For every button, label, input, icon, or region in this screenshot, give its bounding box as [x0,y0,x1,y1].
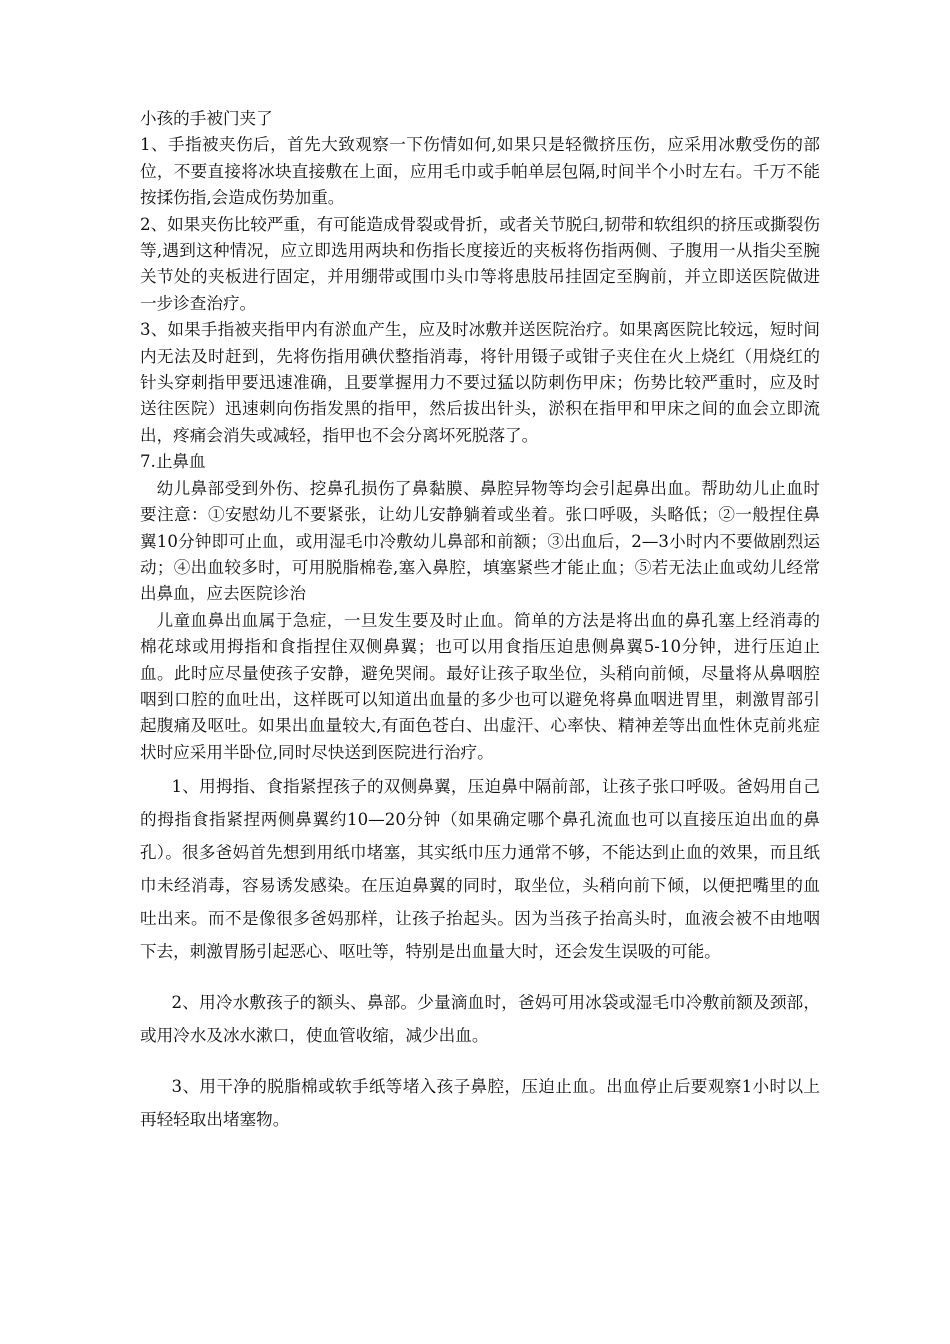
nosebleed-step-1: 1、用拇指、食指紧捏孩子的双侧鼻翼，压迫鼻中隔前部，让孩子张口呼吸。爸妈用自己的拇指食指紧捏两侧鼻翼约10—20分钟（如果确定哪个鼻孔流血也可以直接压迫出血的鼻孔）。很多爸妈首先想到用纸巾堵塞，其实纸巾压力通常不够，不能达到止血的效果，而且纸巾未经消毒，容易诱发感染。在压迫鼻翼的同时，取坐位，头稍向前下倾，以便把嘴里的血吐出来。而不是像很多爸妈那样，让孩子抬起头。因为当孩子抬高头时，血液会被不由地咽下去，刺激胃肠引起恶心、呕吐等，特别是出血量大时，还会发生误吸的可能。 [140,777,820,962]
nosebleed-steps-section [140,770,820,1136]
nosebleed-intro-1: 幼儿鼻部受到外伤、挖鼻孔损伤了鼻黏膜、鼻腔异物等均会引起鼻出血。帮助幼儿止血时要注意：①安慰幼儿不要紧张，让幼儿安静躺着或坐着。张口呼吸，头略低；②一般捏住鼻翼10分钟即可止血，或用湿毛巾冷敷幼儿鼻部和前额；③出血后，2—3小时内不要做剧烈运动；④出血较多时，可用脱脂棉卷,塞入鼻腔，填塞紧些才能止血；⑤若无法止血或幼儿经常出鼻血，应去医院诊治 [140,478,820,604]
nosebleed-step-3: 3、用干净的脱脂棉或软手纸等堵入孩子鼻腔，压迫止血。出血停止后要观察1小时以上再轻轻取出堵塞物。 [140,1077,820,1130]
finger-paragraph-3: 3、如果手指被夹指甲内有淤血产生，应及时冰敷并送医院治疗。如果离医院比较远，短时间内无法及时赶到，先将伤指用碘伏整指消毒，将针用镊子或钳子夹住在火上烧红（用烧红的针头穿刺指甲要迅速准确，且要掌握用力不要过猛以防刺伤甲床；伤势比较严重时，应及时送往医院）迅速刺向伤指发黑的指甲，然后拔出针头，淤积在指甲和甲床之间的血会立即流出，疼痛会消失或减轻，指甲也不会分离坏死脱落了。 [140,320,820,445]
finger-paragraph-1: 1、手指被夹伤后，首先大致观察一下伤情如何,如果只是轻微挤压伤，应采用冰敷受伤的部位，不要直接将冰块直接敷在上面，应用毛巾或手帕单层包隔,时间半个小时左右。千万不能按揉伤指,会造成伤势加重。 [140,135,820,208]
document-title: 小孩的手被门夹了 [140,109,273,128]
document-page [140,106,820,1136]
nosebleed-intro-2: 儿童血鼻出血属于急症，一旦发生要及时止血。简单的方法是将出血的鼻孔塞上经消毒的棉花球或用拇指和食指捏住双侧鼻翼；也可以用食指压迫患侧鼻翼5-10分钟，进行压迫止血。此时应尽量使孩子安静，避免哭闹。最好让孩子取坐位，头稍向前倾，尽量将从鼻咽腔咽到口腔的血吐出，这样既可以知道出血量的多少也可以避免将鼻血咽进胃里，刺激胃部引起腹痛及呕吐。如果出血量较大,有面色苍白、出虚汗、心率快、精神差等出血性休克前兆症状时应采用半卧位,同时尽快送到医院进行治疗。 [140,610,820,762]
finger-paragraph-2: 2、如果夹伤比较严重，有可能造成骨裂或骨折，或者关节脱臼,韧带和软组织的挤压或撕裂伤等,遇到这种情况，应立即选用两块和伤指长度接近的夹板将伤指两侧、子腹用一从指尖至腕关节处的夹板进行固定，并用绷带或围巾头巾等将患肢吊挂固定至胸前，并立即送医院做进一步诊查治疗。 [140,214,820,313]
nosebleed-step-2: 2、用冷水敷孩子的额头、鼻部。少量滴血时，爸妈可用冰袋或湿毛巾冷敷前额及颈部，或用冷水及冰水漱口，使血管收缩，减少出血。 [140,993,820,1046]
finger-injury-section [140,106,820,766]
nosebleed-heading: 7.止鼻血 [140,452,206,472]
